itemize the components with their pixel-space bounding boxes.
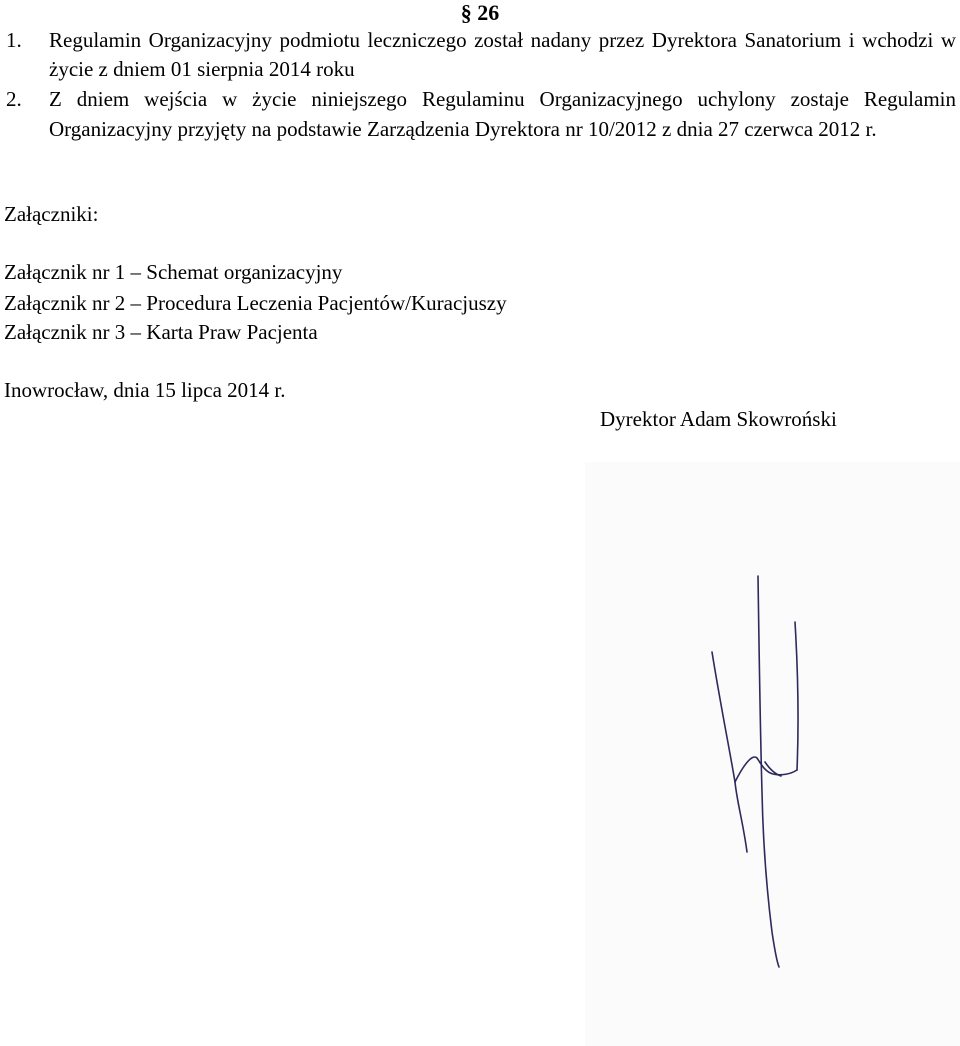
signature-stroke <box>795 622 798 770</box>
signatory-name: Dyrektor Adam Skowroński <box>600 407 837 431</box>
paragraph-text: Regulamin Organizacyjny podmiotu leczniczego został nadany przez Dyrektora Sanatorium i wchodzi w życie z dniem 01 sierpnia 2014 roku <box>49 28 956 81</box>
paragraph-1 <box>6 26 956 84</box>
paragraph-number: 1. <box>6 28 22 52</box>
signature-icon <box>585 462 960 1046</box>
attachment-item: Załącznik nr 1 – Schemat organizacyjny <box>4 260 343 284</box>
signature-scan <box>585 462 960 1046</box>
paragraph-2 <box>6 85 956 144</box>
attachments-heading: Załączniki: <box>4 202 99 226</box>
paragraph-text: Z dniem wejścia w życie niniejszego Regulaminu Organizacyjnego uchylony zostaje Regulamin Organizacyjny przyjęty na podstawie Zarządzenia Dyrektora nr 10/2012 z dnia 27 czerwca 2012 r. <box>49 87 956 141</box>
section-heading: § 26 <box>460 0 500 25</box>
attachment-item: Załącznik nr 3 – Karta Praw Pacjenta <box>4 320 318 344</box>
signature-stroke <box>712 652 747 852</box>
attachment-item: Załącznik nr 2 – Procedura Leczenia Pacjentów/Kuracjuszy <box>4 291 507 315</box>
signature-stroke <box>735 757 797 782</box>
place-date: Inowrocław, dnia 15 lipca 2014 r. <box>4 378 286 402</box>
paragraph-number: 2. <box>6 87 22 111</box>
